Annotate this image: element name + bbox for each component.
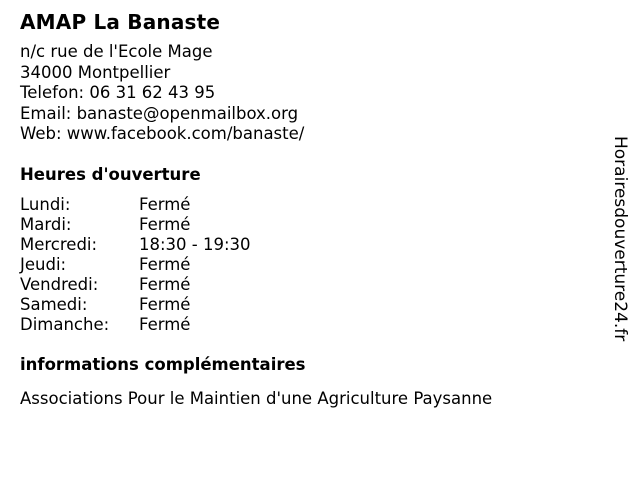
business-card — [20, 0, 600, 409]
hours-value: 18:30 - 19:30 — [139, 234, 251, 254]
day-label: Mercredi: — [20, 234, 98, 254]
hours-row-monday — [20, 195, 600, 215]
hours-value: Fermé — [139, 214, 191, 234]
website-address: Web: www.facebook.com/banaste/ — [20, 124, 305, 143]
contact-details — [20, 42, 600, 145]
additional-info-title: informations complémentaires — [20, 354, 306, 374]
day-label: Vendredi: — [20, 274, 99, 294]
opening-hours-table — [20, 195, 600, 335]
hours-value: Fermé — [139, 274, 191, 294]
hours-value: Fermé — [139, 194, 191, 214]
day-label: Dimanche: — [20, 314, 110, 334]
additional-info-text: Associations Pour le Maintien d'une Agriculture Paysanne — [20, 388, 493, 408]
phone-number: Telefon: 06 31 62 43 95 — [20, 83, 216, 102]
address-street: n/c rue de l'Ecole Mage — [20, 42, 213, 61]
day-label: Mardi: — [20, 214, 72, 234]
business-name: AMAP La Banaste — [20, 10, 221, 34]
hours-value: Fermé — [139, 314, 191, 334]
day-label: Lundi: — [20, 194, 71, 214]
opening-hours-title: Heures d'ouverture — [20, 164, 201, 184]
day-label: Samedi: — [20, 294, 88, 314]
hours-row-sunday — [20, 315, 600, 335]
address-city: 34000 Montpellier — [20, 62, 171, 82]
site-watermark: Horairesdouverture24.fr — [610, 136, 630, 342]
hours-row-tuesday — [20, 215, 600, 235]
day-label: Jeudi: — [20, 254, 67, 274]
hours-value: Fermé — [139, 254, 191, 274]
hours-row-thursday — [20, 255, 600, 275]
hours-value: Fermé — [139, 294, 191, 314]
hours-row-wednesday — [20, 235, 600, 255]
hours-row-friday — [20, 275, 600, 295]
hours-row-saturday — [20, 295, 600, 315]
email-address: Email: banaste@openmailbox.org — [20, 103, 299, 123]
